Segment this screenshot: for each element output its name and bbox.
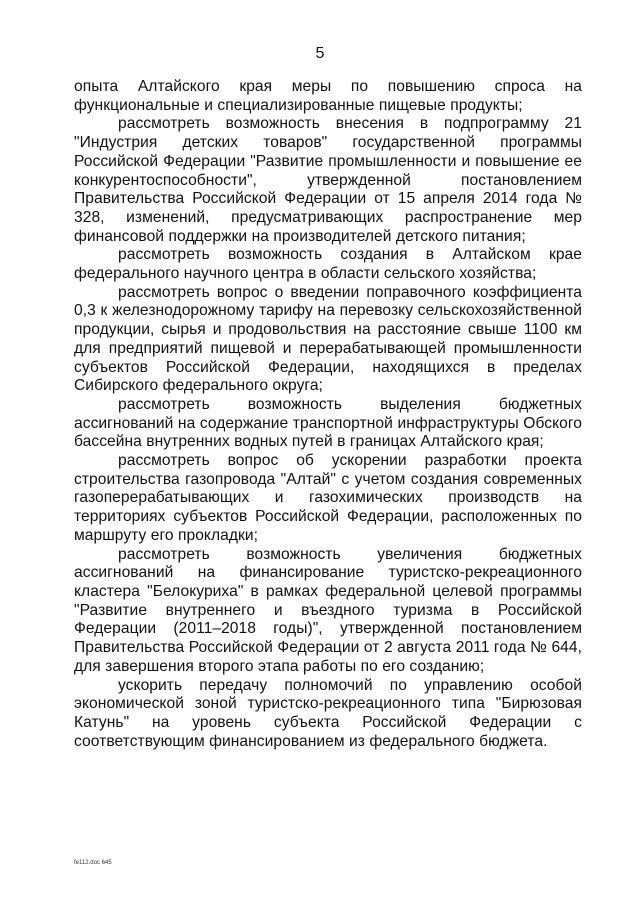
paragraph-ob-waterways-funding: рассмотреть возможность выделения бюджетных ассигнований на содержание транспортной инфраструктуры Обского бассейна внутренних водных путей в границах Алтайского края; xyxy=(74,395,582,451)
file-reference-footer: fe112.doc 645 xyxy=(74,860,112,866)
paragraph-belokurikha-cluster: рассмотреть возможность увеличения бюджетных ассигнований на финансирование туристско-рекреационного кластера "Белокуриха" в рамках федеральной целевой программы "Развитие внутреннего и въездного туризма в Российской Федерации (2011–2018 годы)", утвержденной постановлением Правительства Российской Федерации от 2 августа 2011 года № 644, для завершения второго этапа работы по его созданию; xyxy=(74,545,582,675)
document-body xyxy=(74,78,582,751)
paragraph-children-goods-subprogram: рассмотреть возможность внесения в подпрограмму 21 "Индустрия детских товаров" государственной программы Российской Федерации "Развитие промышленности и повышение ее конкурентоспособности", утвержденной постановлением Правительства Российской Федерации от 15 апреля 2014 года № 328, изменений, предусматривающих распространение мер финансовой поддержки на производителей детского питания; xyxy=(74,115,582,245)
paragraph-functional-food-demand: опыта Алтайского края меры по повышению спроса на функциональные и специализированные пищевые продукты; xyxy=(74,78,582,114)
paragraph-biryuzovaya-katun-zone: ускорить передачу полномочий по управлению особой экономической зоной туристско-рекреационного типа "Бирюзовая Катунь" на уровень субъекта Российской Федерации с соответствующим финансированием из федерального бюджета. xyxy=(74,676,582,750)
page-number: 5 xyxy=(315,45,325,62)
paragraph-altai-gas-pipeline: рассмотреть вопрос об ускорении разработки проекта строительства газопровода "Алтай" с учетом создания современных газоперерабатывающих и газохимических производств на территориях субъектов Российской Федерации, расположенных по маршруту его прокладки; xyxy=(74,452,582,544)
paragraph-agricultural-science-center: рассмотреть возможность создания в Алтайском крае федерального научного центра в области сельского хозяйства; xyxy=(74,246,582,283)
paragraph-railway-tariff-coefficient: рассмотреть вопрос о введении поправочного коэффициента 0,3 к железнодорожному тарифу на перевозку сельскохозяйственной продукции, сырья и продовольствия на расстояние свыше 1100 км для предприятий пищевой и перерабатывающей промышленности субъектов Российской Федерации, находящихся в пределах Сибирского федерального округа; xyxy=(74,283,582,395)
